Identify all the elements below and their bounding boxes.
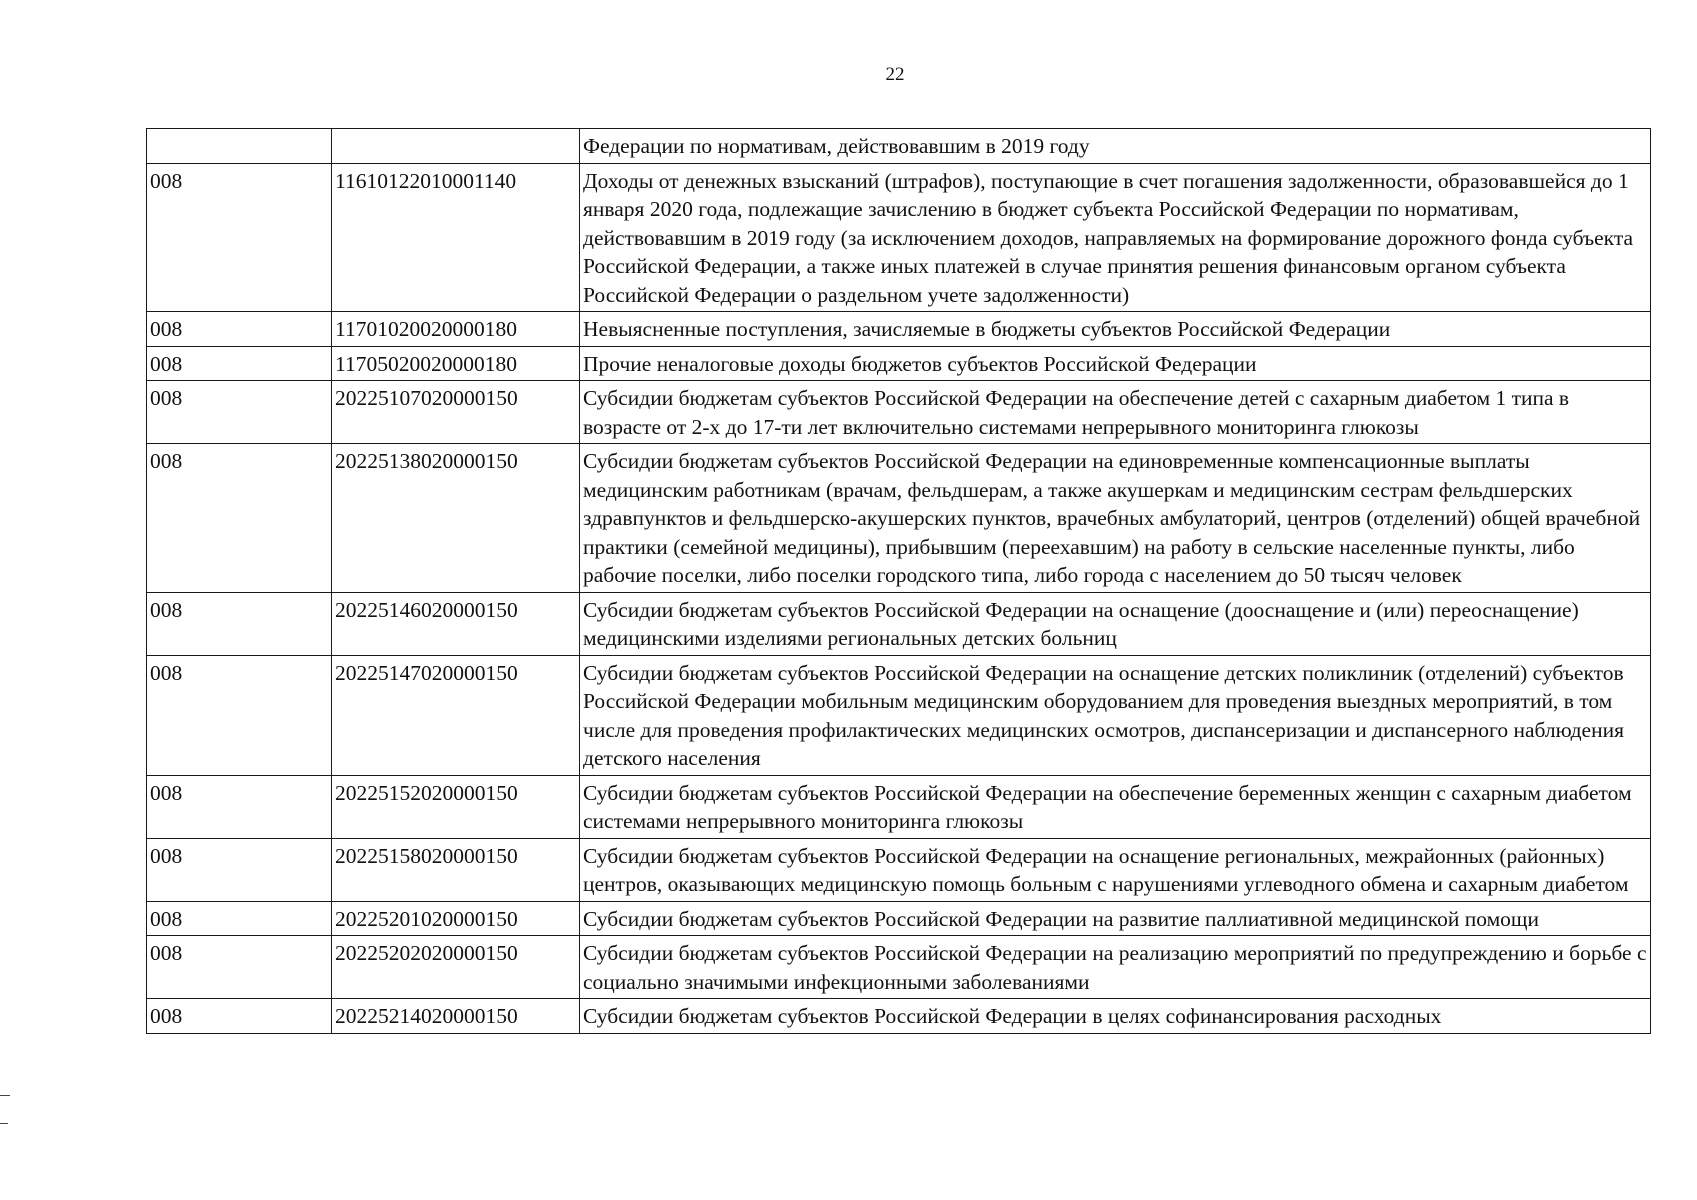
revenue-code-cell [332, 129, 580, 164]
admin-code-cell: 008 [147, 346, 332, 381]
table-row [147, 129, 1651, 164]
table-row [147, 655, 1651, 775]
scan-artifact [0, 1123, 8, 1124]
revenue-name-cell: Невыясненные поступления, зачисляемые в бюджеты субъектов Российской Федерации [580, 312, 1651, 347]
table-body [147, 129, 1651, 1034]
revenue-code-cell: 11701020020000180 [332, 312, 580, 347]
admin-code-cell: 008 [147, 999, 332, 1034]
table-row [147, 838, 1651, 901]
table-row [147, 999, 1651, 1034]
revenue-code-cell: 20225107020000150 [332, 381, 580, 444]
table-row [147, 592, 1651, 655]
revenue-name-cell: Федерации по нормативам, действовавшим в 2019 году [580, 129, 1651, 164]
admin-code-cell: 008 [147, 655, 332, 775]
admin-code-cell: 008 [147, 163, 332, 312]
revenue-code-cell: 20225214020000150 [332, 999, 580, 1034]
admin-code-cell: 008 [147, 936, 332, 999]
table-row [147, 346, 1651, 381]
budget-classification-table [146, 128, 1651, 1034]
page-number: 22 [885, 64, 905, 85]
admin-code-cell: 008 [147, 312, 332, 347]
table-row [147, 936, 1651, 999]
revenue-name-cell: Субсидии бюджетам субъектов Российской Федерации на обеспечение беременных женщин с сахарным диабетом системами непрерывного мониторинга глюкозы [580, 775, 1651, 838]
table-row [147, 775, 1651, 838]
admin-code-cell: 008 [147, 901, 332, 936]
revenue-name-cell: Субсидии бюджетам субъектов Российской Федерации на оснащение (дооснащение и (или) переоснащение) медицинскими изделиями региональных детских больниц [580, 592, 1651, 655]
revenue-code-cell: 20225202020000150 [332, 936, 580, 999]
revenue-code-cell: 11610122010001140 [332, 163, 580, 312]
scan-artifact [0, 1095, 10, 1096]
admin-code-cell: 008 [147, 381, 332, 444]
revenue-name-cell: Субсидии бюджетам субъектов Российской Федерации на оснащение детских поликлиник (отделений) субъектов Российской Федерации мобильным медицинским оборудованием для проведения выездных мероприятий, в том числе для проведения профилактических медицинских осмотров, диспансеризации и диспансерного наблюдения детского населения [580, 655, 1651, 775]
admin-code-cell [147, 129, 332, 164]
revenue-code-cell: 20225146020000150 [332, 592, 580, 655]
table-row [147, 901, 1651, 936]
revenue-code-cell: 11705020020000180 [332, 346, 580, 381]
revenue-code-cell: 20225147020000150 [332, 655, 580, 775]
revenue-code-cell: 20225158020000150 [332, 838, 580, 901]
revenue-name-cell: Прочие неналоговые доходы бюджетов субъектов Российской Федерации [580, 346, 1651, 381]
table-row [147, 381, 1651, 444]
table-row [147, 312, 1651, 347]
revenue-name-cell: Субсидии бюджетам субъектов Российской Федерации на оснащение региональных, межрайонных (районных) центров, оказывающих медицинскую помощь больным с нарушениями углеводного обмена и сахарным диабетом [580, 838, 1651, 901]
revenue-name-cell: Субсидии бюджетам субъектов Российской Федерации на обеспечение детей с сахарным диабетом 1 типа в возрасте от 2-х до 17-ти лет включительно системами непрерывного мониторинга глюкозы [580, 381, 1651, 444]
admin-code-cell: 008 [147, 592, 332, 655]
revenue-code-cell: 20225201020000150 [332, 901, 580, 936]
revenue-name-cell: Субсидии бюджетам субъектов Российской Федерации на развитие паллиативной медицинской помощи [580, 901, 1651, 936]
revenue-name-cell: Доходы от денежных взысканий (штрафов), поступающие в счет погашения задолженности, образовавшейся до 1 января 2020 года, подлежащие зачислению в бюджет субъекта Российской Федерации по нормативам, действовавшим в 2019 году (за исключением доходов, направляемых на формирование дорожного фонда субъекта Российской Федерации, а также иных платежей в случае принятия решения финансовым органом субъекта Российской Федерации о раздельном учете задолженности) [580, 163, 1651, 312]
revenue-name-cell: Субсидии бюджетам субъектов Российской Федерации на реализацию мероприятий по предупреждению и борьбе с социально значимыми инфекционными заболеваниями [580, 936, 1651, 999]
admin-code-cell: 008 [147, 838, 332, 901]
revenue-name-cell: Субсидии бюджетам субъектов Российской Федерации в целях софинансирования расходных [580, 999, 1651, 1034]
admin-code-cell: 008 [147, 444, 332, 593]
admin-code-cell: 008 [147, 775, 332, 838]
revenue-code-cell: 20225138020000150 [332, 444, 580, 593]
table-row [147, 444, 1651, 593]
revenue-name-cell: Субсидии бюджетам субъектов Российской Федерации на единовременные компенсационные выплаты медицинским работникам (врачам, фельдшерам, а также акушеркам и медицинским сестрам фельдшерских здравпунктов и фельдшерско-акушерских пунктов, врачебных амбулаторий, центров (отделений) общей врачебной практики (семейной медицины), прибывшим (переехавшим) на работу в сельские населенные пункты, либо рабочие поселки, либо поселки городского типа, либо города с населением до 50 тысяч человек [580, 444, 1651, 593]
table-row [147, 163, 1651, 312]
revenue-code-cell: 20225152020000150 [332, 775, 580, 838]
